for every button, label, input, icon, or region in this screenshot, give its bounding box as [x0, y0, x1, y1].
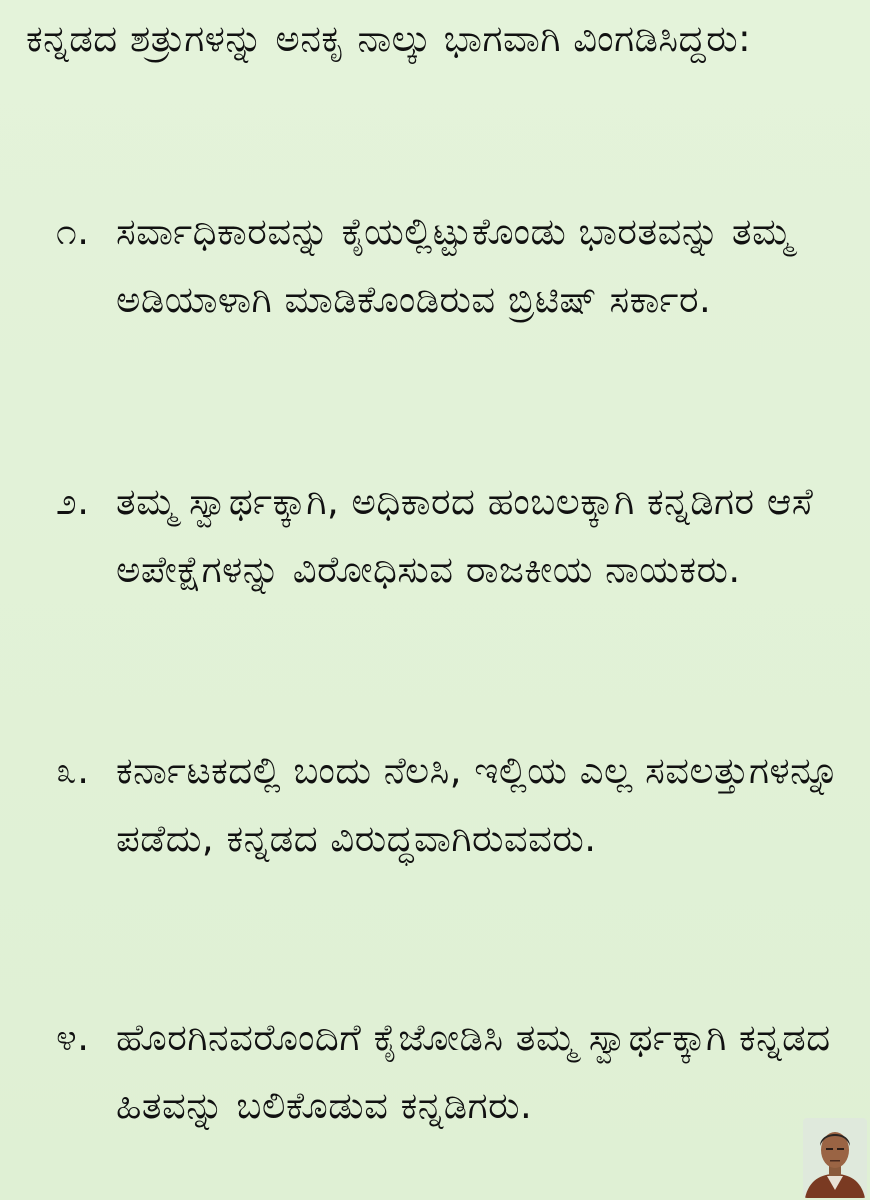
list-item: [56, 198, 856, 334]
list-item: [56, 468, 856, 604]
list-item-text: ಸರ್ವಾಧಿಕಾರವನ್ನು ಕೈಯಲ್ಲಿಟ್ಟುಕೊಂಡು ಭಾರತವನ್ನು ತಮ್ಮ ಅಡಿಯಾಳಾಗಿ ಮಾಡಿಕೊಂಡಿರುವ ಬ್ರಿಟಿಷ್ ಸರ್ಕಾರ.: [116, 210, 793, 321]
list-item-text: ಹೊರಗಿನವರೊಂದಿಗೆ ಕೈಜೋಡಿಸಿ ತಮ್ಮ ಸ್ವಾರ್ಥಕ್ಕಾಗಿ ಕನ್ನಡದ ಹಿತವನ್ನು ಬಲಿಕೊಡುವ ಕನ್ನಡಿಗರು.: [116, 1016, 831, 1127]
portrait-photo-icon: [803, 1118, 867, 1198]
list-item-text: ತಮ್ಮ ಸ್ವಾರ್ಥಕ್ಕಾಗಿ, ಅಧಿಕಾರದ ಹಂಬಲಕ್ಕಾಗಿ ಕನ್ನಡಿಗರ ಆಸೆ ಅಪೇಕ್ಷೆಗಳನ್ನು ವಿರೋಧಿಸುವ ರಾಜಕೀಯ ನಾಯಕರು.: [116, 480, 814, 591]
list-item-number: ೧.: [56, 210, 90, 253]
list-item: [56, 1004, 856, 1140]
list-item-number: ೪.: [56, 1016, 90, 1059]
portrait-photo-icon: [803, 1118, 867, 1198]
list-item-number: ೩.: [56, 749, 90, 792]
list-item-number: ೨.: [56, 480, 90, 523]
list-item-text: ಕರ್ನಾಟಕದಲ್ಲಿ ಬಂದು ನೆಲಸಿ, ಇಲ್ಲಿಯ ಎಲ್ಲ ಸವಲತ್ತುಗಳನ್ನೂ ಪಡೆದು, ಕನ್ನಡದ ವಿರುದ್ಧವಾಗಿರುವವರು.: [116, 749, 840, 860]
intro-paragraph: ಕನ್ನಡದ ಶತ್ರುಗಳನ್ನು ಅನಕೃ ನಾಲ್ಕು ಭಾಗವಾಗಿ ವಿಂಗಡಿಸಿದ್ದರು:: [26, 17, 752, 60]
list-item: [56, 737, 856, 873]
